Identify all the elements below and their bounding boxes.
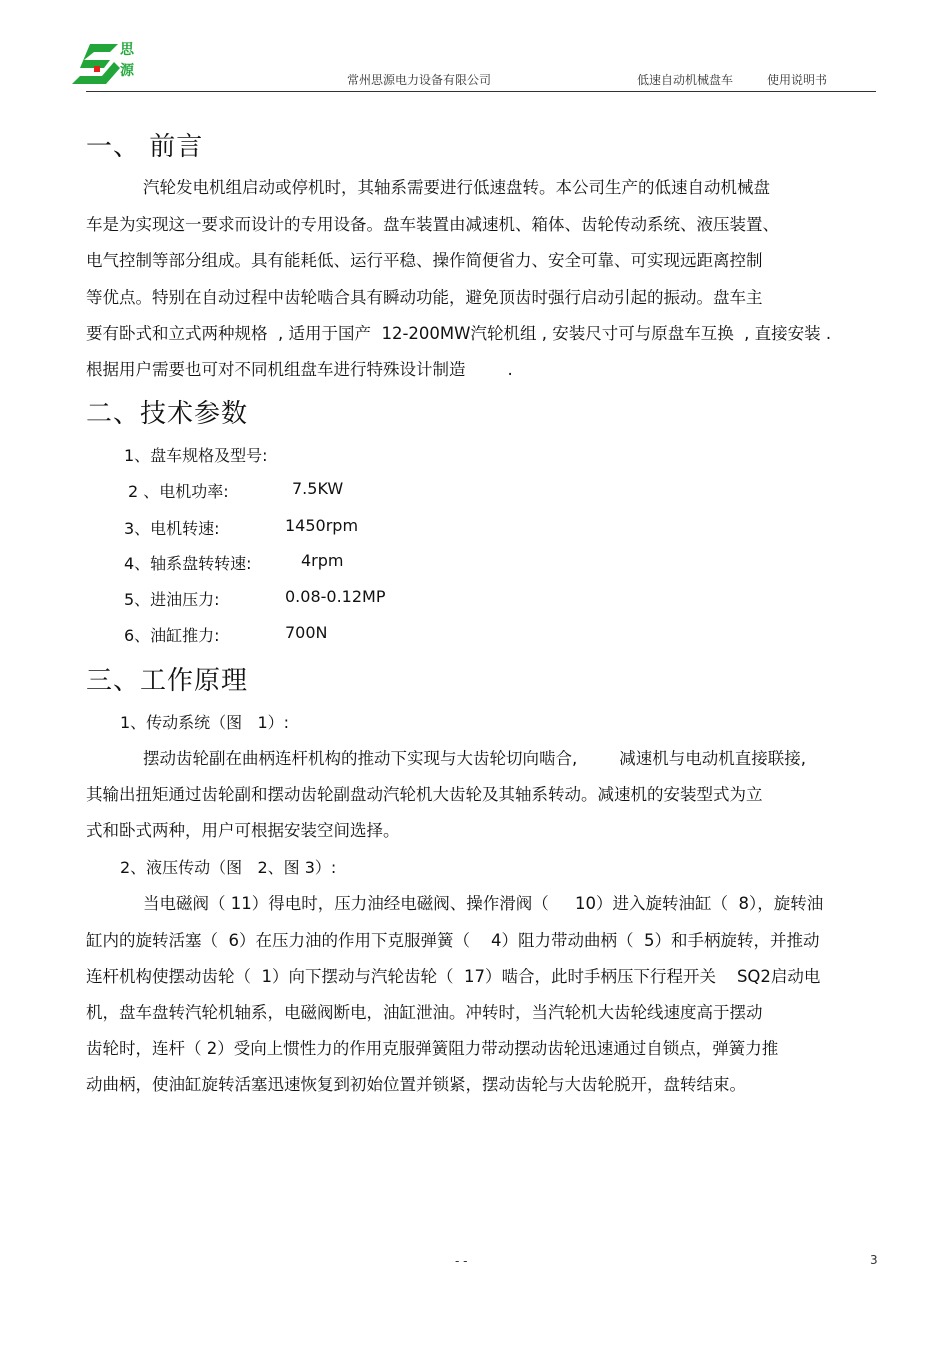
subsection-title-transmission: 1、传动系统（图 1）:	[120, 713, 290, 732]
transmission-line-3: 式和卧式两种，用户可根据安装空间选择。	[86, 821, 400, 840]
param-value-6: 700N	[285, 623, 328, 642]
preface-line-2: 车是为实现这一要求而设计的专用设备。盘车装置由减速机、箱体、齿轮传动系统、液压装置、	[86, 215, 779, 234]
preface-line-3: 电气控制等部分组成。具有能耗低、运行平稳、操作简便省力、安全可靠、可实现远距离控制	[86, 251, 763, 270]
param-label-5: 5、进油压力:	[124, 590, 220, 609]
hydraulic-line-2: 缸内的旋转活塞（ 6）在压力油的作用下克服弹簧（ 4）阻力带动曲柄（ 5）和手柄旋转，并推动	[86, 931, 820, 950]
logo-text: 思源	[120, 42, 134, 79]
hydraulic-line-3: 连杆机构使摆动齿轮（ 1）向下摆动与汽轮齿轮（ 17）啮合，此时手柄压下行程开关 SQ2启动电	[86, 967, 821, 986]
section-title-preface: 一、 前言	[86, 132, 204, 162]
hydraulic-line-5: 齿轮时，连杆（ 2）受向上惯性力的作用克服弹簧阻力带动摆动齿轮迅速通过自锁点，弹簧力推	[86, 1039, 779, 1058]
section-title-principle: 三、工作原理	[86, 666, 249, 696]
param-value-3: 1450rpm	[285, 516, 359, 535]
hydraulic-line-6: 动曲柄，使油缸旋转活塞迅速恢复到初始位置并锁紧，摆动齿轮与大齿轮脱开，盘转结束。	[86, 1075, 746, 1094]
param-label-3: 3、电机转速:	[124, 519, 220, 538]
param-label-1: 1、盘车规格及型号:	[124, 446, 268, 465]
header-company-name: 常州思源电力设备有限公司	[347, 73, 492, 87]
preface-line-1: 汽轮发电机组启动或停机时，其轴系需要进行低速盘转。本公司生产的低速自动机械盘	[143, 178, 770, 197]
param-value-5: 0.08-0.12MP	[285, 587, 386, 606]
company-logo	[70, 40, 142, 88]
header-manual-label: 使用说明书	[767, 73, 828, 87]
page-number: 3	[870, 1253, 878, 1267]
header-product-name: 低速自动机械盘车	[637, 73, 734, 87]
header-divider	[86, 91, 876, 92]
preface-line-6: 根据用户需要也可对不同机组盘车进行特殊设计制造 .	[86, 360, 513, 379]
param-label-4: 4、轴系盘转转速:	[124, 554, 252, 573]
preface-line-4: 等优点。特别在自动过程中齿轮啮合具有瞬动功能，避免顶齿时强行启动引起的振动。盘车主	[86, 288, 763, 307]
param-value-2: 7.5KW	[292, 479, 344, 498]
footer-dash: - -	[455, 1254, 468, 1268]
hydraulic-line-1: 当电磁阀（ 11）得电时，压力油经电磁阀、操作滑阀（ 10）进入旋转油缸（ 8），旋转油	[143, 894, 824, 913]
section-title-tech-params: 二、技术参数	[86, 399, 249, 429]
transmission-line-2: 其输出扭矩通过齿轮副和摆动齿轮副盘动汽轮机大齿轮及其轴系转动。减速机的安装型式为立	[86, 785, 763, 804]
param-label-2: 2 、电机功率:	[128, 482, 229, 501]
param-value-4: 4rpm	[301, 551, 344, 570]
subsection-title-hydraulic: 2、液压传动（图 2、图 3）:	[120, 858, 337, 877]
transmission-line-1: 摆动齿轮副在曲柄连杆机构的推动下实现与大齿轮切向啮合, 减速机与电动机直接联接,	[143, 749, 806, 768]
preface-line-5: 要有卧式和立式两种规格 , 适用于国产 12-200MW汽轮机组 , 安装尺寸可与原盘车互换 , 直接安装 .	[86, 324, 832, 343]
param-label-6: 6、油缸推力:	[124, 626, 220, 645]
hydraulic-line-4: 机，盘车盘转汽轮机轴系，电磁阀断电，油缸泄油。冲转时，当汽轮机大齿轮线速度高于摆动	[86, 1003, 763, 1022]
